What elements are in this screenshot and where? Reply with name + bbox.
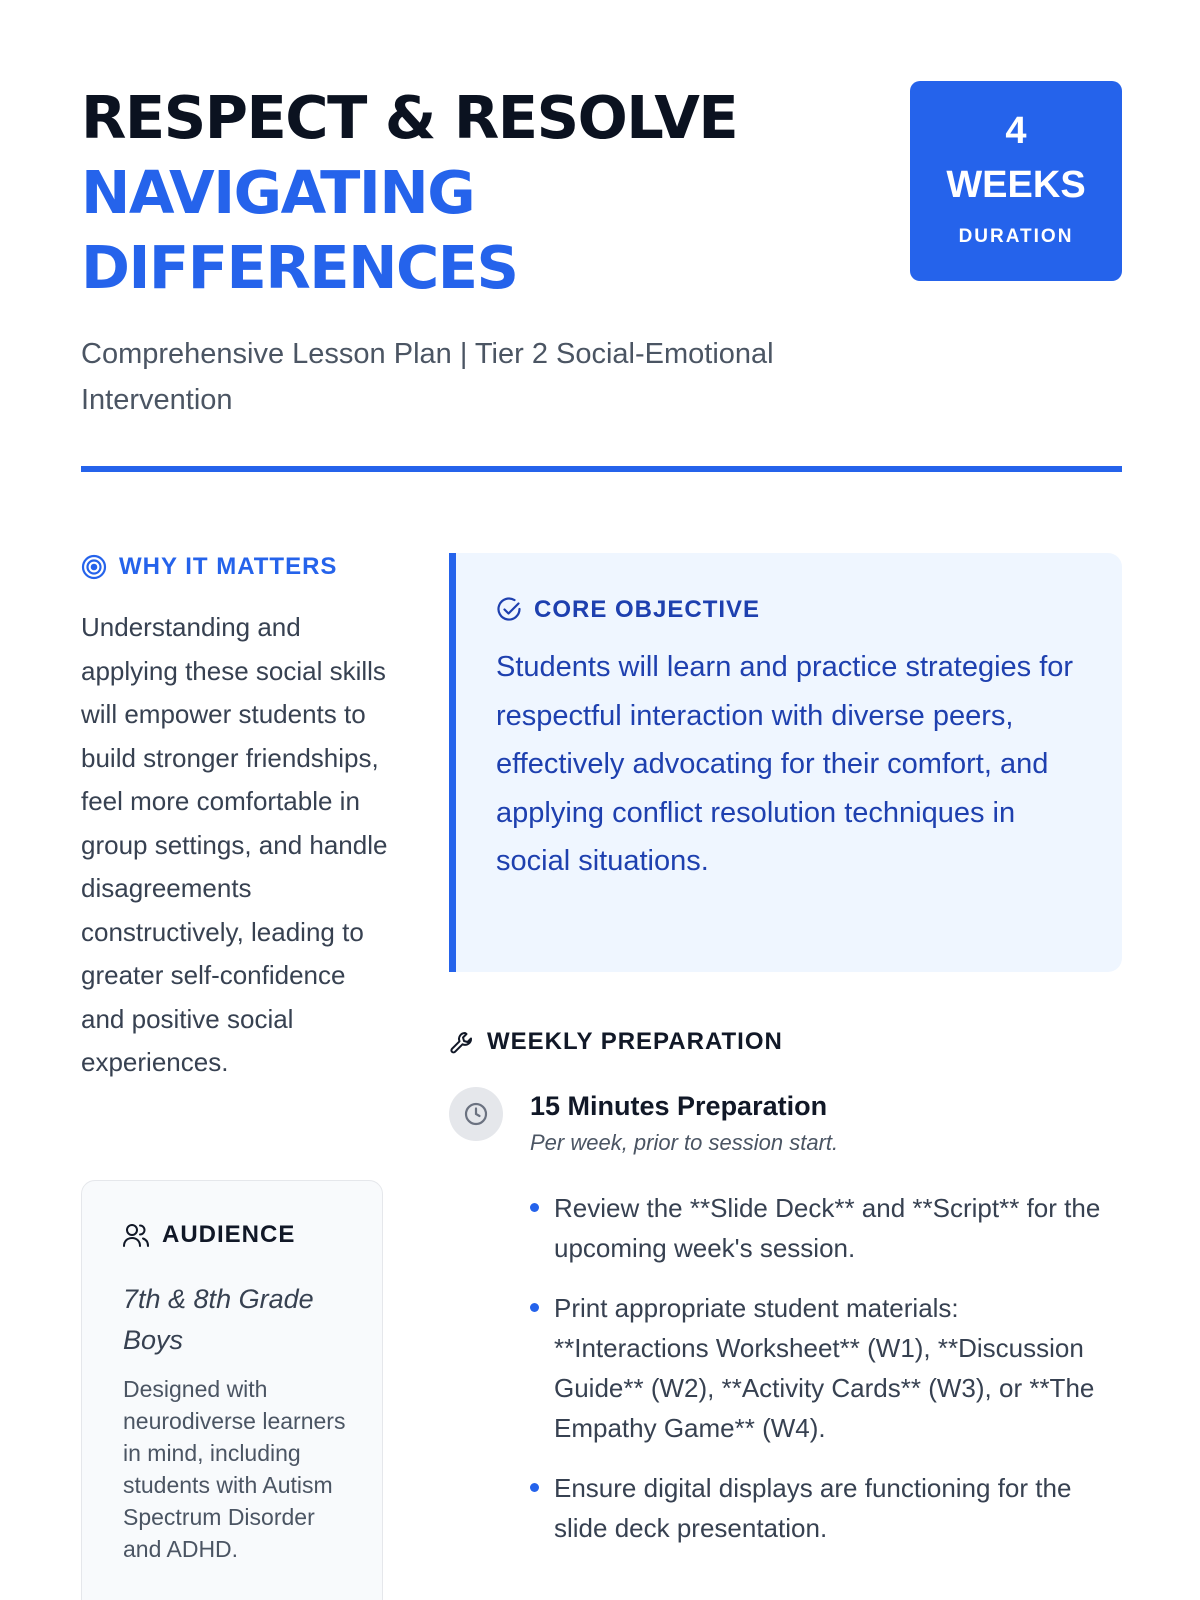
header-divider [81, 466, 1122, 472]
preparation-heading-label: WEEKLY PREPARATION [487, 1028, 783, 1055]
objective-text: Students will learn and practice strategies for respectful interaction with diverse peers, effectively advocating for their comfort, and applying conflict resolution techniques in social situations. [496, 651, 1074, 877]
why-text: Understanding and applying these social skills will empower students to build stronger friendships, feel more comfortable in group settings, and handle disagreements constructively, leading to greater self-confidence and positive social experiences. [81, 612, 388, 1077]
audience-card [81, 1180, 383, 1600]
duration-label: DURATION [958, 226, 1074, 247]
objective-card [449, 553, 1122, 972]
preparation-list [530, 1188, 1110, 1568]
page-subtitle: Comprehensive Lesson Plan | Tier 2 Social-Emotional Intervention [81, 338, 774, 416]
objective-heading [496, 596, 760, 624]
title-line-1: RESPECT & RESOLVE [81, 83, 738, 152]
clock-icon [449, 1087, 503, 1141]
check-circle-icon [496, 597, 522, 623]
list-item-text: Print appropriate student materials: **Interactions Worksheet** (W1), **Discussion Guide** (W2), **Activity Cards** (W3), or **The Empathy Game** (W4). [554, 1293, 1095, 1443]
preparation-subtitle: Per week, prior to session start. [530, 1130, 839, 1155]
audience-title: 7th & 8th Grade Boys [123, 1284, 314, 1355]
duration-number: 4 [1005, 110, 1027, 152]
list-item-text: Review the **Slide Deck** and **Script** for the upcoming week's session. [554, 1193, 1101, 1263]
list-item [530, 1468, 1110, 1548]
list-item-text: Ensure digital displays are functioning for the slide deck presentation. [554, 1473, 1072, 1543]
preparation-title: 15 Minutes Preparation [530, 1091, 828, 1121]
bullet [530, 1203, 539, 1212]
title-line-3: DIFFERENCES [81, 233, 518, 302]
why-heading-label: WHY IT MATTERS [119, 553, 338, 580]
title-line-2: NAVIGATING [81, 158, 475, 227]
target-icon [81, 554, 107, 580]
list-item [530, 1188, 1110, 1268]
list-item [530, 1288, 1110, 1448]
duration-unit: WEEKS [946, 164, 1086, 206]
bullet [530, 1483, 539, 1492]
objective-heading-label: CORE OBJECTIVE [534, 596, 761, 623]
preparation-heading [449, 1028, 783, 1056]
audience-description: Designed with neurodiverse learners in mind, including students with Autism Spectrum Disorder and ADHD. [123, 1376, 346, 1562]
bullet [530, 1303, 539, 1312]
audience-heading [122, 1221, 295, 1249]
audience-heading-label: AUDIENCE [162, 1221, 296, 1248]
duration-badge [910, 81, 1122, 281]
wrench-icon [449, 1029, 475, 1055]
users-icon [122, 1222, 150, 1248]
why-heading [81, 553, 337, 581]
